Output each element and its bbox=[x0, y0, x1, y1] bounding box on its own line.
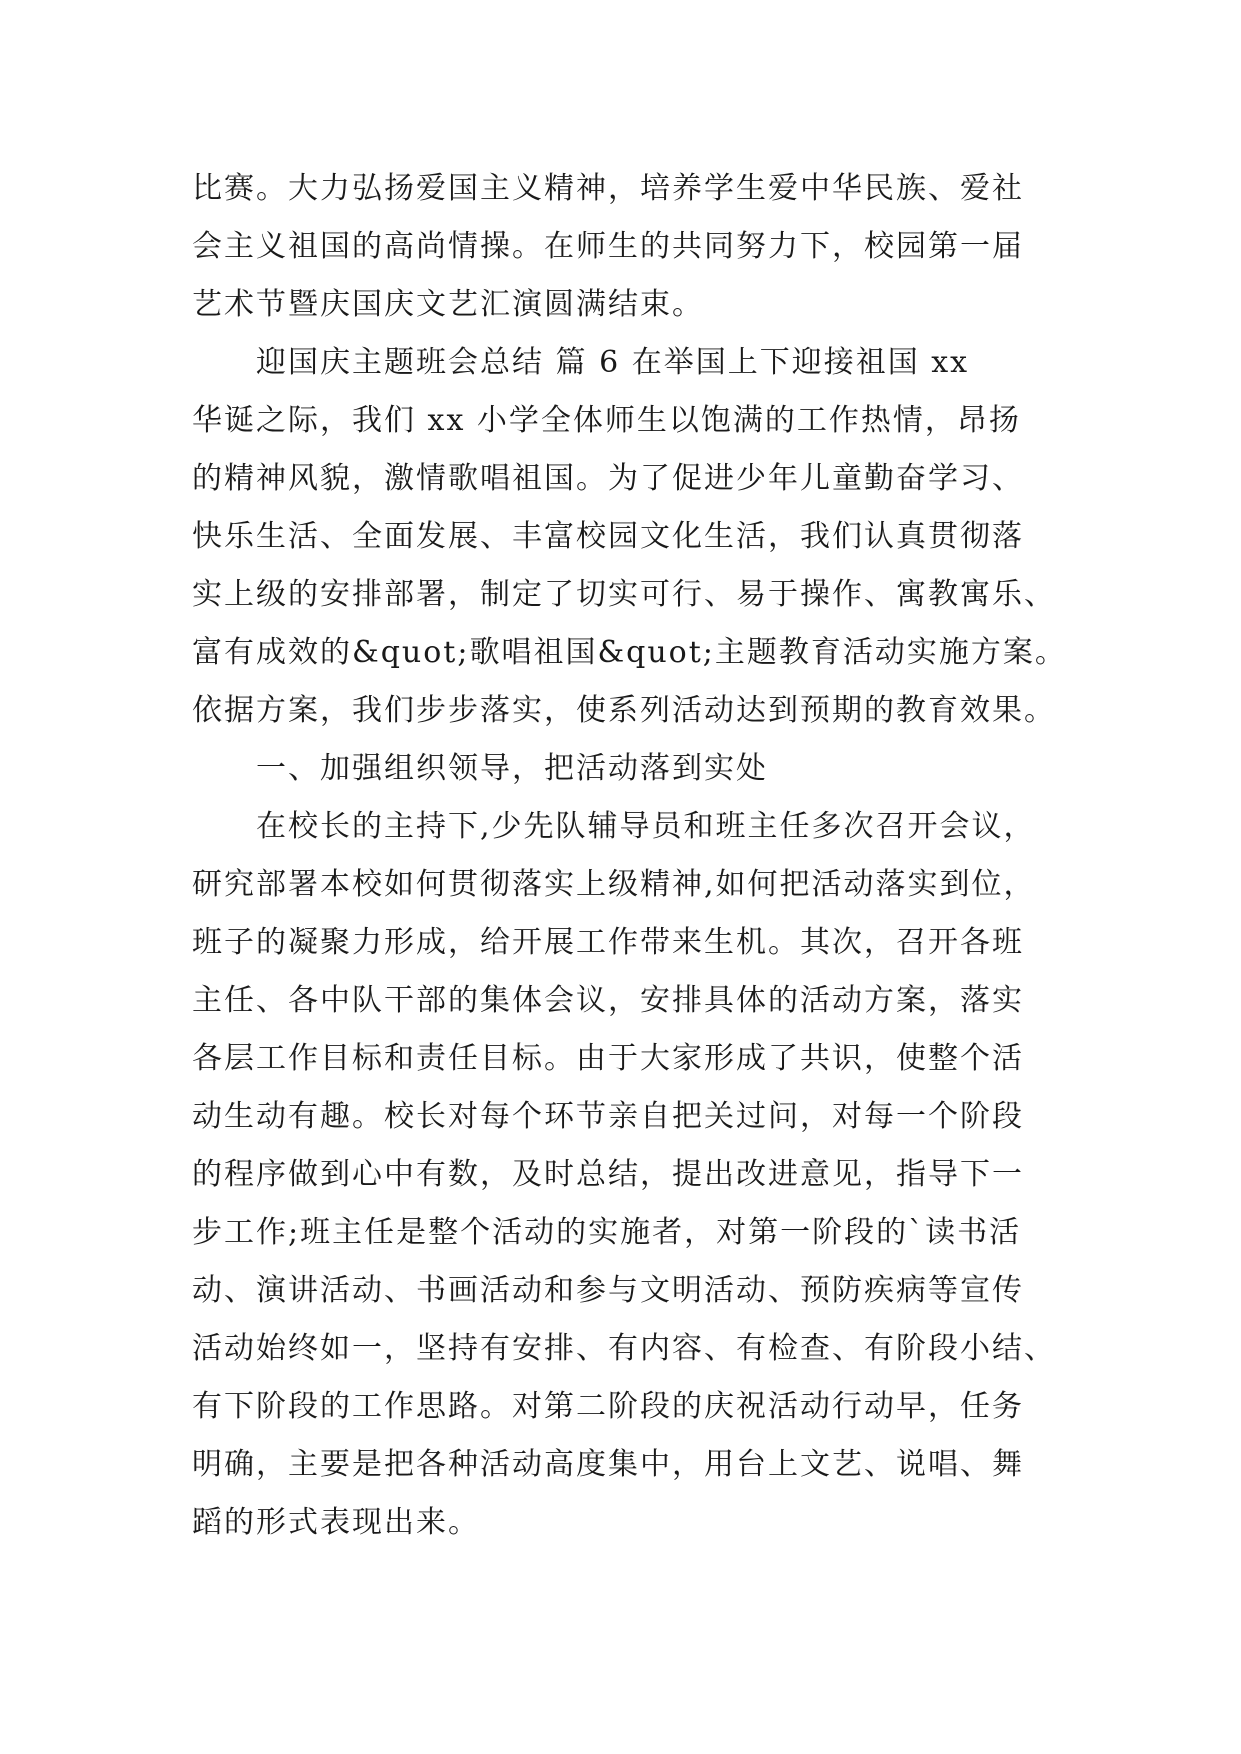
text-line: 快乐生活、全面发展、丰富校园文化生活，我们认真贯彻落 bbox=[192, 519, 1024, 554]
text-line: 动生动有趣。校长对每个环节亲自把关过问，对每一个阶段 bbox=[192, 1099, 1024, 1134]
text-line: 班子的凝聚力形成，给开展工作带来生机。其次，召开各班 bbox=[192, 925, 1024, 960]
text-line: 在校长的主持下,少先队辅导员和班主任多次召开会议， bbox=[256, 809, 1036, 844]
text-line: 迎国庆主题班会总结 篇 6 在举国上下迎接祖国 xx bbox=[256, 345, 970, 380]
text-line: 动、演讲活动、书画活动和参与文明活动、预防疾病等宣传 bbox=[192, 1273, 1024, 1308]
text-line: 研究部署本校如何贯彻落实上级精神,如何把活动落实到位， bbox=[192, 867, 1036, 902]
text-line: 比赛。大力弘扬爱国主义精神，培养学生爱中华民族、爱社 bbox=[192, 171, 1024, 206]
text-line: 富有成效的&quot;歌唱祖国&quot;主题教育活动实施方案。 bbox=[192, 635, 1067, 670]
text-line: 的精神风貌，激情歌唱祖国。为了促进少年儿童勤奋学习、 bbox=[192, 461, 1024, 496]
text-line: 明确，主要是把各种活动高度集中，用台上文艺、说唱、舞 bbox=[192, 1447, 1024, 1482]
document-text-body bbox=[192, 160, 1067, 1552]
text-line: 的程序做到心中有数，及时总结，提出改进意见，指导下一 bbox=[192, 1157, 1024, 1192]
text-line: 会主义祖国的高尚情操。在师生的共同努力下，校园第一届 bbox=[192, 229, 1024, 264]
text-line: 华诞之际，我们 xx 小学全体师生以饱满的工作热情，昂扬 bbox=[192, 403, 1021, 438]
text-line: 步工作;班主任是整个活动的实施者，对第一阶段的`读书活 bbox=[192, 1215, 1022, 1250]
text-line: 一、加强组织领导，把活动落到实处 bbox=[256, 751, 768, 786]
text-line: 艺术节暨庆国庆文艺汇演圆满结束。 bbox=[192, 287, 704, 322]
text-line: 活动始终如一，坚持有安排、有内容、有检查、有阶段小结、 bbox=[192, 1331, 1056, 1366]
text-line: 有下阶段的工作思路。对第二阶段的庆祝活动行动早，任务 bbox=[192, 1389, 1024, 1424]
text-line: 各层工作目标和责任目标。由于大家形成了共识，使整个活 bbox=[192, 1041, 1024, 1076]
text-line: 依据方案，我们步步落实，使系列活动达到预期的教育效果。 bbox=[192, 693, 1056, 728]
text-line: 蹈的形式表现出来。 bbox=[192, 1505, 480, 1540]
text-line: 主任、各中队干部的集体会议，安排具体的活动方案，落实 bbox=[192, 983, 1024, 1018]
text-line: 实上级的安排部署，制定了切实可行、易于操作、寓教寓乐、 bbox=[192, 577, 1056, 612]
